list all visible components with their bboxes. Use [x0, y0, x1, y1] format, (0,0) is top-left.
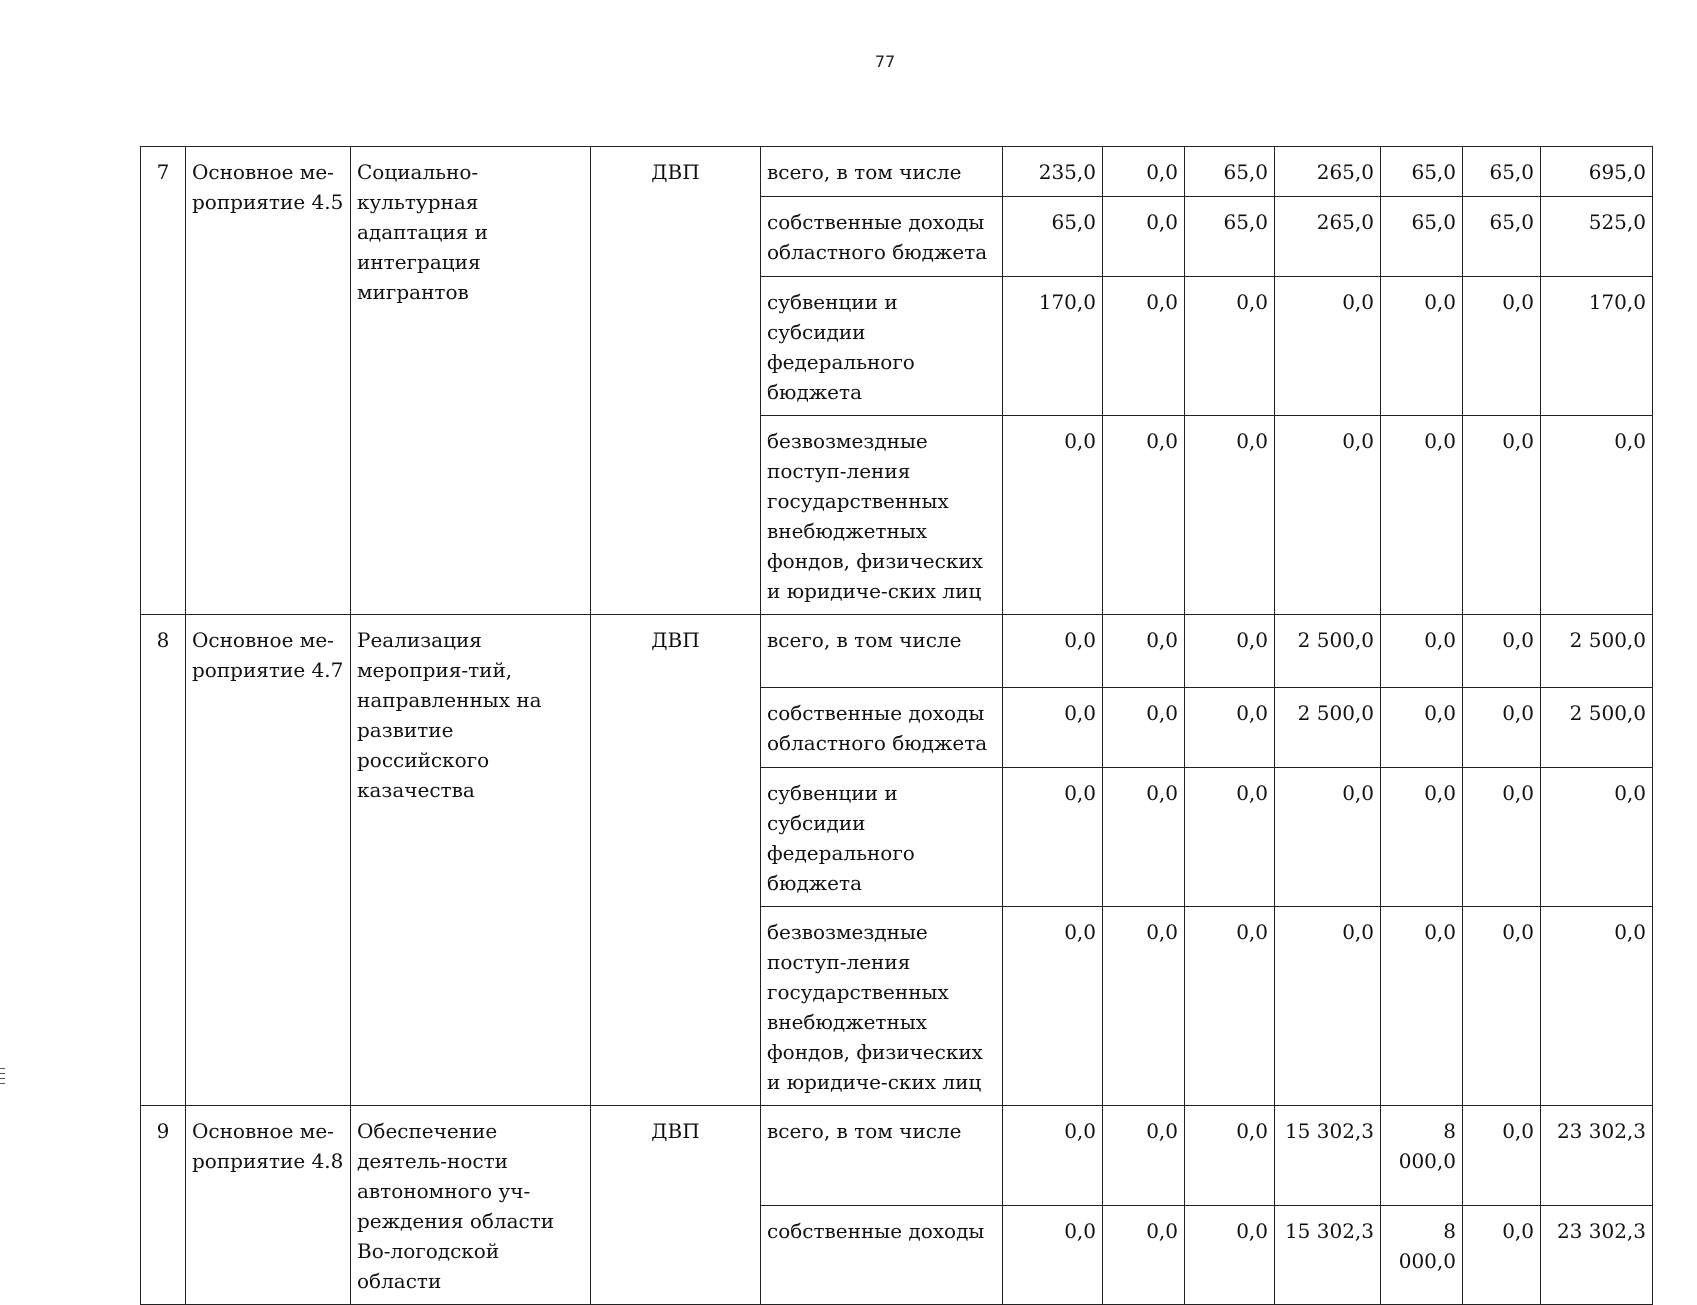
event-cell: Основное ме-роприятие 4.5: [186, 147, 351, 615]
total-value-cell: 2 500,0: [1541, 688, 1653, 768]
amount-cell: 265,0: [1275, 197, 1381, 277]
amount-cell: 0,0: [1103, 277, 1185, 416]
amount-cell: 0,0: [1185, 277, 1275, 416]
budget-table: [140, 146, 1653, 1305]
funding-source-label: собственные доходы: [761, 1205, 1003, 1305]
amount-cell: 0,0: [1003, 768, 1103, 907]
event-cell: Основное ме-роприятие 4.8: [186, 1106, 351, 1305]
total-value-cell: 23 302,3: [1541, 1106, 1653, 1206]
amount-cell: 0,0: [1275, 277, 1381, 416]
funding-source-label: всего, в том числе: [761, 1106, 1003, 1206]
total-value-cell: 0,0: [1541, 907, 1653, 1106]
amount-cell: 0,0: [1003, 416, 1103, 615]
scan-edge-marks: [0, 1068, 6, 1088]
page-number: 77: [874, 52, 896, 71]
funding-source-label: всего, в том числе: [761, 147, 1003, 197]
amount-cell: 0,0: [1003, 1205, 1103, 1305]
amount-cell: 0,0: [1275, 768, 1381, 907]
funding-source-label: всего, в том числе: [761, 615, 1003, 688]
amount-cell: 0,0: [1185, 1106, 1275, 1206]
amount-cell: 235,0: [1003, 147, 1103, 197]
amount-cell: 65,0: [1003, 197, 1103, 277]
amount-cell: 0,0: [1463, 1106, 1541, 1206]
total-value-cell: 170,0: [1541, 277, 1653, 416]
amount-cell: 0,0: [1463, 907, 1541, 1106]
total-value-cell: 525,0: [1541, 197, 1653, 277]
funding-source-label: собственные доходы областного бюджета: [761, 688, 1003, 768]
table-row: [141, 615, 1653, 688]
amount-cell: 0,0: [1003, 1106, 1103, 1206]
program-cell: ДВП: [591, 615, 761, 1106]
total-value-cell: 695,0: [1541, 147, 1653, 197]
amount-cell: 0,0: [1381, 688, 1463, 768]
amount-cell: 2 500,0: [1275, 688, 1381, 768]
amount-cell: 0,0: [1463, 416, 1541, 615]
amount-cell: 0,0: [1103, 688, 1185, 768]
amount-cell: 0,0: [1185, 768, 1275, 907]
amount-cell: 65,0: [1381, 147, 1463, 197]
amount-cell: 0,0: [1185, 907, 1275, 1106]
amount-cell: 2 500,0: [1275, 615, 1381, 688]
event-cell: Основное ме-роприятие 4.7: [186, 615, 351, 1106]
amount-cell: 15 302,3: [1275, 1106, 1381, 1206]
amount-cell: 8 000,0: [1381, 1106, 1463, 1206]
amount-cell: 65,0: [1185, 197, 1275, 277]
amount-cell: 0,0: [1103, 615, 1185, 688]
amount-cell: 0,0: [1103, 197, 1185, 277]
funding-source-label: собственные доходы областного бюджета: [761, 197, 1003, 277]
amount-cell: 0,0: [1275, 416, 1381, 615]
amount-cell: 0,0: [1381, 907, 1463, 1106]
amount-cell: 0,0: [1463, 688, 1541, 768]
total-value-cell: 0,0: [1541, 768, 1653, 907]
program-cell: ДВП: [591, 147, 761, 615]
event-name-cell: Социально-культурная адаптация и интеграция мигрантов: [351, 147, 591, 615]
program-cell: ДВП: [591, 1106, 761, 1305]
amount-cell: 0,0: [1185, 615, 1275, 688]
amount-cell: 0,0: [1103, 1205, 1185, 1305]
table-row: [141, 147, 1653, 197]
total-value-cell: 23 302,3: [1541, 1205, 1653, 1305]
event-name-cell: Реализация мероприя-тий, направленных на развитие российского казачества: [351, 615, 591, 1106]
amount-cell: 0,0: [1103, 1106, 1185, 1206]
amount-cell: 15 302,3: [1275, 1205, 1381, 1305]
amount-cell: 0,0: [1463, 615, 1541, 688]
amount-cell: 0,0: [1003, 688, 1103, 768]
amount-cell: 8 000,0: [1381, 1205, 1463, 1305]
amount-cell: 0,0: [1003, 615, 1103, 688]
amount-cell: 65,0: [1463, 197, 1541, 277]
amount-cell: 0,0: [1275, 907, 1381, 1106]
amount-cell: 0,0: [1463, 768, 1541, 907]
amount-cell: 0,0: [1185, 688, 1275, 768]
amount-cell: 65,0: [1381, 197, 1463, 277]
table-row: [141, 1106, 1653, 1206]
amount-cell: 0,0: [1185, 1205, 1275, 1305]
amount-cell: 0,0: [1381, 615, 1463, 688]
amount-cell: 0,0: [1381, 768, 1463, 907]
amount-cell: 65,0: [1185, 147, 1275, 197]
amount-cell: 0,0: [1463, 1205, 1541, 1305]
amount-cell: 0,0: [1463, 277, 1541, 416]
row-number: 8: [141, 615, 186, 1106]
amount-cell: 0,0: [1185, 416, 1275, 615]
amount-cell: 0,0: [1103, 768, 1185, 907]
event-name-cell: Обеспечение деятель-ности автономного уч-реждения области Во-логодской области: [351, 1106, 591, 1305]
amount-cell: 170,0: [1003, 277, 1103, 416]
amount-cell: 265,0: [1275, 147, 1381, 197]
amount-cell: 0,0: [1381, 277, 1463, 416]
amount-cell: 0,0: [1103, 907, 1185, 1106]
amount-cell: 0,0: [1381, 416, 1463, 615]
amount-cell: 0,0: [1003, 907, 1103, 1106]
funding-source-label: субвенции и субсидии федерального бюджета: [761, 768, 1003, 907]
amount-cell: 0,0: [1103, 416, 1185, 615]
row-number: 7: [141, 147, 186, 615]
amount-cell: 65,0: [1463, 147, 1541, 197]
row-number: 9: [141, 1106, 186, 1305]
funding-source-label: безвозмездные поступ-ления государственных внебюджетных фондов, физических и юридиче-ских лиц: [761, 907, 1003, 1106]
total-value-cell: 2 500,0: [1541, 615, 1653, 688]
total-value-cell: 0,0: [1541, 416, 1653, 615]
amount-cell: 0,0: [1103, 147, 1185, 197]
funding-source-label: субвенции и субсидии федерального бюджета: [761, 277, 1003, 416]
funding-source-label: безвозмездные поступ-ления государственных внебюджетных фондов, физических и юридиче-ских лиц: [761, 416, 1003, 615]
